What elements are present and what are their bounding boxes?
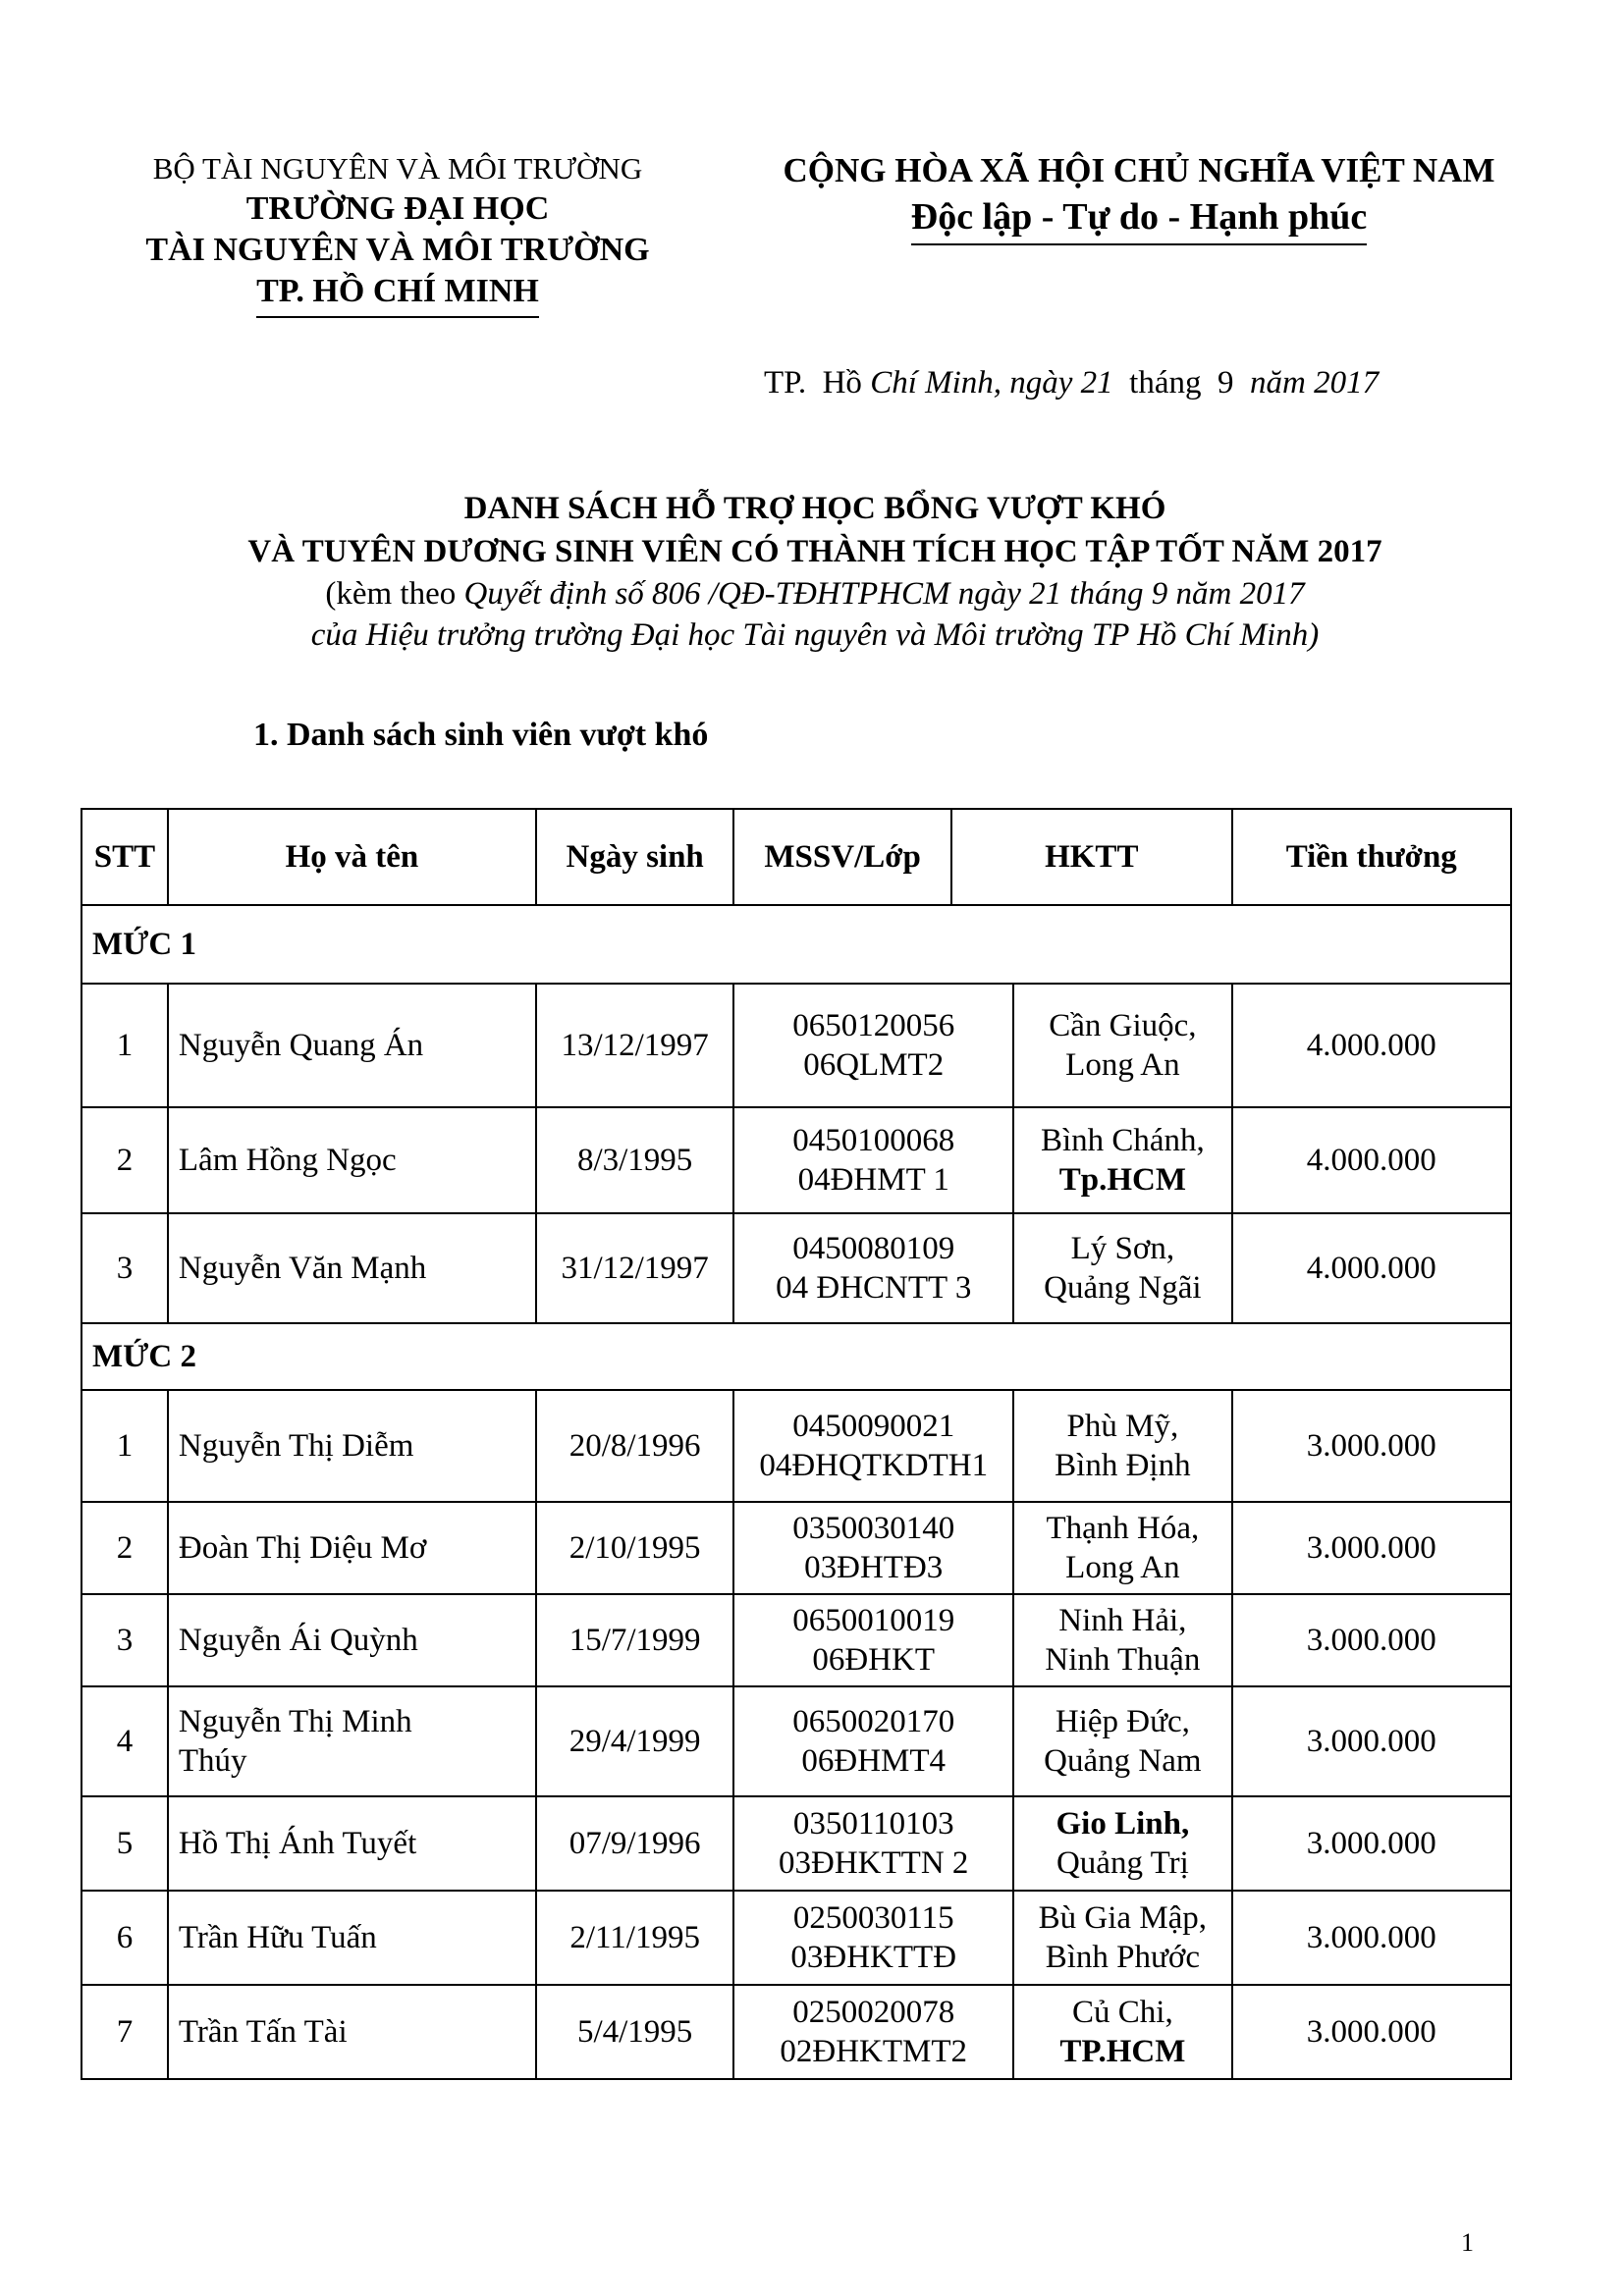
- cell-amount: 3.000.000: [1232, 1985, 1511, 2079]
- col-header-stt: STT: [81, 809, 168, 905]
- table-row: [81, 1985, 1511, 2079]
- school-name-line1: TRƯỜNG ĐẠI HỌC: [245, 190, 550, 227]
- hometown-line1: Phù Mỹ,: [1066, 1409, 1179, 1444]
- cell-dob: 13/12/1997: [536, 984, 733, 1107]
- title-line3-plain: (kèm theo: [325, 576, 464, 612]
- date-prefix: TP. Hồ: [764, 365, 871, 400]
- page-number: 1: [1461, 2228, 1474, 2257]
- hometown-line2: Bình Phước: [1045, 1940, 1200, 1975]
- cell-name: Lâm Hồng Ngọc: [168, 1107, 536, 1213]
- table-row: [81, 1107, 1511, 1213]
- document-title-block: [118, 487, 1512, 656]
- table-row: [81, 1686, 1511, 1796]
- title-line3: [118, 573, 1512, 614]
- student-id: 0450080109: [792, 1231, 955, 1266]
- cell-stt: 3: [81, 1213, 168, 1323]
- cell-id: [733, 1796, 1013, 1891]
- hometown-line1: Bù Gia Mập,: [1038, 1900, 1208, 1936]
- national-motto-line: [746, 192, 1532, 245]
- col-header-hktt: HKTT: [951, 809, 1232, 905]
- student-id: 0650020170: [792, 1704, 955, 1739]
- cell-name: [168, 1686, 536, 1796]
- student-class: 03ĐHTĐ3: [804, 1550, 944, 1585]
- table-row: [81, 1390, 1511, 1502]
- hometown-line2: Long An: [1065, 1550, 1180, 1585]
- student-class: 04ĐHMT 1: [797, 1162, 949, 1198]
- student-id: 0350110103: [792, 1806, 954, 1842]
- cell-dob: 20/8/1996: [536, 1390, 733, 1502]
- table-row: [81, 1502, 1511, 1594]
- cell-stt: 2: [81, 1502, 168, 1594]
- date-month: tháng 9: [1112, 365, 1250, 400]
- cell-id: [733, 1891, 1013, 1985]
- table-row: [81, 1891, 1511, 1985]
- title-line1: DANH SÁCH HỖ TRỢ HỌC BỔNG VƯỢT KHÓ: [463, 491, 1166, 526]
- hometown-line2: Tp.HCM: [1058, 1162, 1186, 1198]
- title-line4: [118, 614, 1512, 656]
- cell-hktt: [1013, 1796, 1231, 1891]
- school-name-line3: [108, 271, 687, 318]
- col-header-id: MSSV/Lớp: [733, 809, 951, 905]
- cell-stt: 5: [81, 1796, 168, 1891]
- cell-amount: 3.000.000: [1232, 1502, 1511, 1594]
- school-name-line2: TÀI NGUYÊN VÀ MÔI TRƯỜNG: [145, 232, 650, 268]
- hometown-line2: TP.HCM: [1059, 2034, 1186, 2069]
- cell-amount: 3.000.000: [1232, 1686, 1511, 1796]
- name-line2: Thúy: [178, 1743, 247, 1779]
- issuer-reference: của Hiệu trưởng trường Đại học Tài nguyên và Môi trường TP Hồ Chí Minh): [310, 617, 1320, 653]
- student-class: 02ĐHKTMT2: [780, 2034, 968, 2069]
- cell-name: Hồ Thị Ánh Tuyết: [168, 1796, 536, 1891]
- hometown-line1: Bình Chánh,: [1040, 1123, 1205, 1158]
- student-id: 0350030140: [792, 1511, 955, 1546]
- col-header-name: Họ và tên: [168, 809, 536, 905]
- table-row: [81, 1213, 1511, 1323]
- cell-id: [733, 1213, 1013, 1323]
- cell-dob: 2/11/1995: [536, 1891, 733, 1985]
- cell-stt: 1: [81, 984, 168, 1107]
- cell-hktt: [1013, 1502, 1231, 1594]
- cell-dob: 15/7/1999: [536, 1594, 733, 1686]
- student-class: 06QLMT2: [803, 1047, 945, 1083]
- student-id: 0250020078: [792, 1995, 955, 2030]
- level-row: [81, 1323, 1511, 1390]
- cell-hktt: [1013, 1390, 1231, 1502]
- hometown-line1: Thạnh Hóa,: [1046, 1511, 1200, 1546]
- cell-amount: 3.000.000: [1232, 1796, 1511, 1891]
- school-city: TP. HỒ CHÍ MINH: [256, 271, 539, 318]
- col-header-dob: Ngày sinh: [536, 809, 733, 905]
- table-row: [81, 984, 1511, 1107]
- cell-amount: 3.000.000: [1232, 1891, 1511, 1985]
- cell-amount: 4.000.000: [1232, 984, 1511, 1107]
- cell-name: Nguyễn Thị Diễm: [168, 1390, 536, 1502]
- cell-name: Đoàn Thị Diệu Mơ: [168, 1502, 536, 1594]
- hometown-line1: Củ Chi,: [1072, 1995, 1173, 2030]
- cell-name: Nguyễn Quang Án: [168, 984, 536, 1107]
- date-day: Chí Minh, ngày 21: [870, 365, 1113, 400]
- cell-amount: 4.000.000: [1232, 1107, 1511, 1213]
- cell-dob: 29/4/1999: [536, 1686, 733, 1796]
- student-class: 06ĐHMT4: [801, 1743, 947, 1779]
- country-name: CỘNG HÒA XÃ HỘI CHỦ NGHĨA VIỆT NAM: [783, 151, 1495, 189]
- national-motto: Độc lập - Tự do - Hạnh phúc: [911, 192, 1368, 245]
- hometown-line2: Quảng Trị: [1056, 1845, 1189, 1881]
- cell-stt: 3: [81, 1594, 168, 1686]
- issuing-agency-block: [108, 149, 687, 318]
- cell-name: Nguyễn Ái Quỳnh: [168, 1594, 536, 1686]
- decision-reference: Quyết định số 806 /QĐ-TĐHTPHCM ngày 21 tháng 9 năm 2017: [463, 576, 1305, 612]
- cell-amount: 3.000.000: [1232, 1390, 1511, 1502]
- student-class: 04 ĐHCNTT 3: [776, 1270, 972, 1306]
- cell-hktt: [1013, 1686, 1231, 1796]
- cell-dob: 5/4/1995: [536, 1985, 733, 2079]
- cell-hktt: [1013, 1107, 1231, 1213]
- cell-dob: 2/10/1995: [536, 1502, 733, 1594]
- cell-name: Trần Hữu Tuấn: [168, 1891, 536, 1985]
- cell-dob: 07/9/1996: [536, 1796, 733, 1891]
- cell-hktt: [1013, 1213, 1231, 1323]
- student-list-table: [81, 808, 1512, 2080]
- cell-id: [733, 984, 1013, 1107]
- title-line2: VÀ TUYÊN DƯƠNG SINH VIÊN CÓ THÀNH TÍCH HỌC TẬP TỐT NĂM 2017: [247, 534, 1382, 569]
- student-id: 0450090021: [792, 1409, 955, 1444]
- level-row: [81, 905, 1511, 984]
- cell-id: [733, 1686, 1013, 1796]
- hometown-line1: Ninh Hải,: [1058, 1603, 1187, 1638]
- hometown-line2: Ninh Thuận: [1045, 1642, 1201, 1678]
- table-header-row: [81, 809, 1511, 905]
- cell-hktt: [1013, 1891, 1231, 1985]
- place-date-line: [764, 365, 1379, 401]
- cell-stt: 2: [81, 1107, 168, 1213]
- cell-amount: 4.000.000: [1232, 1213, 1511, 1323]
- cell-hktt: [1013, 984, 1231, 1107]
- cell-id: [733, 1502, 1013, 1594]
- cell-stt: 1: [81, 1390, 168, 1502]
- table-row: [81, 1594, 1511, 1686]
- cell-stt: 6: [81, 1891, 168, 1985]
- cell-name: Trần Tấn Tài: [168, 1985, 536, 2079]
- date-year: năm 2017: [1250, 365, 1380, 400]
- table-row: [81, 1796, 1511, 1891]
- hometown-line1: Gio Linh,: [1056, 1806, 1190, 1842]
- cell-id: [733, 1985, 1013, 2079]
- cell-stt: 7: [81, 1985, 168, 2079]
- cell-dob: 31/12/1997: [536, 1213, 733, 1323]
- student-class: 03ĐHKTTĐ: [790, 1940, 957, 1975]
- student-id: 0250030115: [792, 1900, 954, 1936]
- cell-hktt: [1013, 1594, 1231, 1686]
- cell-amount: 3.000.000: [1232, 1594, 1511, 1686]
- student-id: 0650010019: [792, 1603, 955, 1638]
- level-label: MỨC 2: [81, 1323, 1511, 1390]
- section-heading: 1. Danh sách sinh viên vượt khó: [253, 717, 709, 753]
- student-class: 03ĐHKTTN 2: [779, 1845, 969, 1881]
- cell-dob: 8/3/1995: [536, 1107, 733, 1213]
- hometown-line1: Lý Sơn,: [1070, 1231, 1175, 1266]
- hometown-line2: Bình Định: [1055, 1448, 1191, 1483]
- cell-stt: 4: [81, 1686, 168, 1796]
- hometown-line2: Quảng Ngãi: [1044, 1270, 1202, 1306]
- cell-id: [733, 1594, 1013, 1686]
- hometown-line2: Quảng Nam: [1044, 1743, 1202, 1779]
- name-line1: Nguyễn Thị Minh: [178, 1704, 412, 1739]
- cell-id: [733, 1107, 1013, 1213]
- national-heading-block: [746, 149, 1532, 245]
- cell-name: Nguyễn Văn Mạnh: [168, 1213, 536, 1323]
- student-class: 04ĐHQTKDTH1: [759, 1448, 989, 1483]
- hometown-line1: Cần Giuộc,: [1049, 1008, 1197, 1043]
- ministry-name: BỘ TÀI NGUYÊN VÀ MÔI TRƯỜNG: [152, 151, 643, 186]
- col-header-amount: Tiền thưởng: [1232, 809, 1511, 905]
- hometown-line1: Hiệp Đức,: [1055, 1704, 1190, 1739]
- cell-hktt: [1013, 1985, 1231, 2079]
- hometown-line2: Long An: [1065, 1047, 1180, 1083]
- student-id: 0450100068: [792, 1123, 955, 1158]
- cell-id: [733, 1390, 1013, 1502]
- student-id: 0650120056: [792, 1008, 955, 1043]
- level-label: MỨC 1: [81, 905, 1511, 984]
- student-class: 06ĐHKT: [812, 1642, 936, 1678]
